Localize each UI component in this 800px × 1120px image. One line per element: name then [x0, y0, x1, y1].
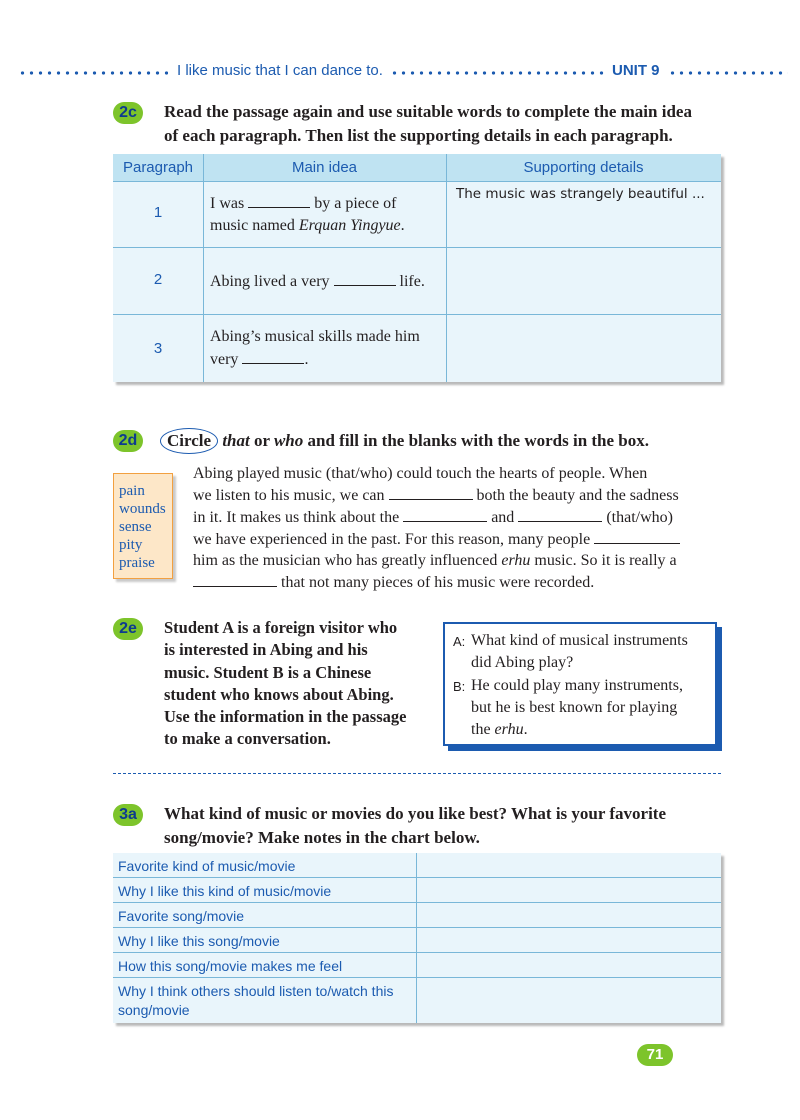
instruction-2d: [164, 428, 649, 454]
text: who: [273, 431, 304, 450]
table-2c-row1-num: 1: [153, 204, 163, 221]
speaker-b-line: He could play many instruments,: [471, 677, 683, 694]
text: Abing’s musical skills made him: [210, 328, 420, 345]
row-label: song/movie: [118, 1002, 190, 1018]
table-2c-row1-detail: The music was strangely beautiful ...: [456, 186, 705, 202]
table-2c-col-divider: [446, 154, 447, 382]
italic-title: Erquan Yingyue: [298, 217, 401, 234]
speaker-a-line: did Abing play?: [471, 654, 574, 671]
text: very: [210, 351, 239, 368]
word-item: pity: [119, 537, 143, 553]
table-2c-row-divider: [113, 314, 721, 315]
table-2c-header-paragraph: Paragraph: [122, 159, 194, 176]
speaker-b-line: [471, 719, 528, 741]
instruction-2e: [164, 617, 442, 751]
fill-blank[interactable]: [403, 506, 487, 522]
section-badge-2e: 2e: [113, 618, 143, 640]
table-2c-header-main-idea: Main idea: [291, 159, 358, 176]
passage-line: [193, 571, 718, 593]
text: we listen to his music, we can: [193, 487, 385, 504]
fill-blank[interactable]: [594, 528, 680, 544]
row-label: How this song/movie makes me feel: [118, 958, 343, 974]
header-dots-middle: [390, 71, 606, 75]
section-badge-2d: 2d: [113, 430, 143, 452]
passage-line: [193, 484, 718, 506]
text: life.: [399, 273, 425, 290]
passage-2d: [193, 463, 718, 593]
instruction-3a-line2: song/movie? Make notes in the chart below.: [164, 828, 480, 847]
passage-line: [193, 550, 718, 571]
conversation-box: [443, 622, 717, 746]
text: .: [304, 351, 309, 368]
header-dots-left: [18, 71, 168, 75]
text: in it. It makes us think about the: [193, 509, 400, 526]
fill-blank[interactable]: [334, 270, 396, 286]
passage-line: [193, 463, 718, 484]
text: and fill in the blanks with the words in the box.: [307, 431, 650, 450]
table-2c: [113, 154, 721, 382]
table-2c-row2-main: [210, 270, 445, 293]
text: erhu: [494, 721, 524, 738]
instruction-line: Use the information in the passage: [164, 707, 407, 727]
word-item: sense: [119, 519, 152, 535]
instruction-line: to make a conversation.: [164, 729, 331, 749]
instruction-line: Student A is a foreign visitor who: [164, 618, 398, 637]
fill-blank[interactable]: [193, 571, 277, 587]
section-badge-2c: 2c: [113, 102, 143, 124]
table-2c-row3-main: [210, 326, 445, 371]
speaker-b-line: but he is best known for playing: [471, 699, 678, 716]
speaker-b-tag: B:: [453, 679, 466, 694]
row-label: Favorite song/movie: [118, 908, 245, 924]
table-3a-row[interactable]: [113, 928, 721, 953]
table-2c-header-details: Supporting details: [523, 159, 644, 176]
table-2c-row-divider: [113, 247, 721, 248]
speaker-a-line: What kind of musical instruments: [471, 632, 688, 649]
text: Abing lived a very: [210, 273, 330, 290]
page-number: 71: [637, 1044, 673, 1066]
text: Abing played music (that/who) could touch the hearts of people. When: [193, 465, 648, 482]
table-3a-row[interactable]: [113, 878, 721, 903]
instruction-line: music. Student B is a Chinese: [164, 662, 372, 682]
text: (that/who): [606, 509, 673, 526]
page-header: [18, 60, 788, 82]
text: .: [523, 721, 528, 738]
text: him as the musician who has greatly influenced: [193, 552, 498, 569]
text: .: [400, 217, 405, 234]
passage-line: [193, 506, 718, 528]
fill-blank[interactable]: [518, 506, 602, 522]
word-item: pain: [119, 483, 145, 499]
text: the: [471, 721, 491, 738]
table-3a-row[interactable]: [113, 953, 721, 978]
fill-blank[interactable]: [248, 192, 310, 208]
row-label: Why I like this song/movie: [118, 933, 280, 949]
table-3a: [113, 853, 721, 1023]
table-2c-row-divider: [113, 181, 721, 182]
word-item: wounds: [119, 501, 166, 517]
header-dots-right: [668, 71, 788, 75]
passage-line: [193, 528, 718, 550]
instruction-2c-line1: Read the passage again and use suitable words to complete the main idea: [164, 102, 692, 121]
table-3a-row[interactable]: [113, 978, 721, 1023]
circle-word: Circle: [160, 428, 218, 454]
section-badge-3a: 3a: [113, 804, 143, 826]
header-unit: UNIT 9: [606, 60, 666, 82]
table-2c-col-divider: [203, 154, 204, 382]
instruction-line: is interested in Abing and his: [164, 640, 368, 660]
text: both the beauty and the sadness: [476, 487, 679, 504]
fill-blank[interactable]: [242, 348, 304, 364]
table-3a-row[interactable]: [113, 853, 721, 878]
text: by a piece of: [314, 195, 397, 212]
row-label: Favorite kind of music/movie: [118, 858, 296, 874]
fill-blank[interactable]: [389, 484, 473, 500]
instruction-line: student who knows about Abing.: [164, 684, 394, 704]
header-title: I like music that I can dance to.: [171, 60, 389, 82]
instruction-3a-line1: What kind of music or movies do you like best? What is your favorite: [164, 804, 667, 823]
text: music. So it is really a: [534, 552, 677, 569]
text: or: [253, 431, 270, 450]
text: erhu: [501, 552, 531, 569]
row-label: Why I like this kind of music/movie: [118, 883, 332, 899]
table-2c-row1-main: [210, 192, 445, 237]
speaker-a-tag: A:: [453, 634, 466, 649]
instruction-2c-line2: of each paragraph. Then list the supporting details in each paragraph.: [164, 126, 673, 145]
table-2c-row2-num: 2: [153, 271, 163, 288]
row-label: Why I think others should listen to/watch this: [118, 983, 394, 999]
word-item: praise: [119, 555, 155, 571]
text: I was: [210, 195, 245, 212]
table-2c-row3-num: 3: [153, 340, 163, 357]
text: music named: [210, 217, 295, 234]
text: that not many pieces of his music were recorded.: [281, 574, 595, 591]
section-divider: [113, 773, 721, 774]
text: that: [222, 431, 250, 450]
word-box: [113, 473, 173, 579]
text: we have experienced in the past. For this reason, many people: [193, 531, 591, 548]
table-3a-row[interactable]: [113, 903, 721, 928]
text: and: [491, 509, 515, 526]
